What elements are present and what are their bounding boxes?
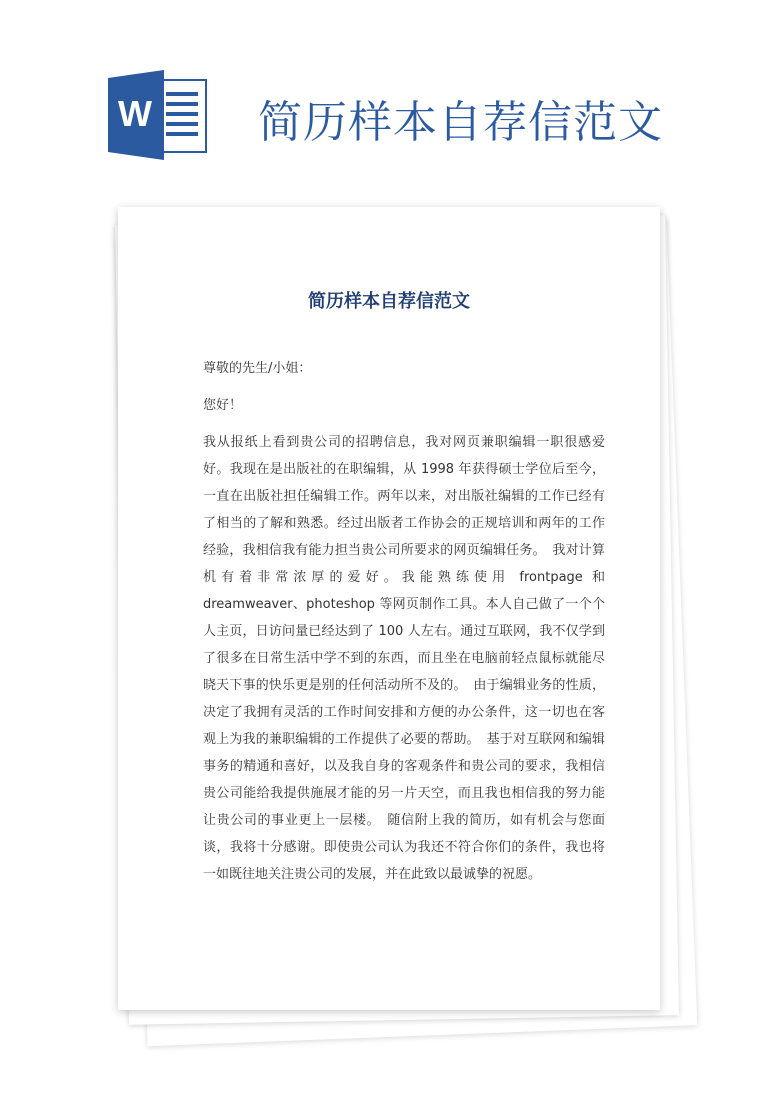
document-page	[118, 207, 660, 1010]
letter-body: 我从报纸上看到贵公司的招聘信息，我对网页兼职编辑一职很感爱好。我现在是出版社的在职编辑，从 1998 年获得硕士学位后至今，一直在出版社担任编辑工作。两年以来，对出版社编辑的工作已经有了相当的了解和熟悉。经过出版者工作协会的正规培训和两年的工作经验，我相信我有能力担当贵公司所要求的网页编辑任务。 我对计算机有着非常浓厚的爱好。我能熟练使用 frontpage 和 dreamweaver、photeshop 等网页制作工具。本人自己做了一个个人主页，日访问量已经达到了 100 人左右。通过互联网，我不仅学到了很多在日常生活中学不到的东西，而且坐在电脑前轻点鼠标就能尽晓天下事的快乐更是别的任何活动所不及的。 由于编辑业务的性质，决定了我拥有灵活的工作时间安排和方便的办公条件，这一切也在客观上为我的兼职编辑的工作提供了必要的帮助。 基于对互联网和编辑事务的精通和喜好，以及我自身的客观条件和贵公司的要求，我相信贵公司能给我提供施展才能的另一片天空，而且我也相信我的努力能让贵公司的事业更上一层楼。 随信附上我的简历，如有机会与您面谈，我将十分感谢。即使贵公司认为我还不符合你们的条件，我也将一如既往地关注贵公司的发展，并在此致以最诚挚的祝愿。	[203, 435, 605, 882]
word-document-icon	[108, 70, 208, 160]
salutation: 尊敬的先生/小姐：	[203, 361, 312, 376]
header-title: 简历样本自荐信范文	[258, 97, 663, 148]
document-title: 简历样本自荐信范文	[308, 291, 470, 312]
word-logo-letter: W	[118, 93, 152, 134]
document-body	[203, 355, 605, 898]
greeting: 您好！	[203, 398, 243, 413]
